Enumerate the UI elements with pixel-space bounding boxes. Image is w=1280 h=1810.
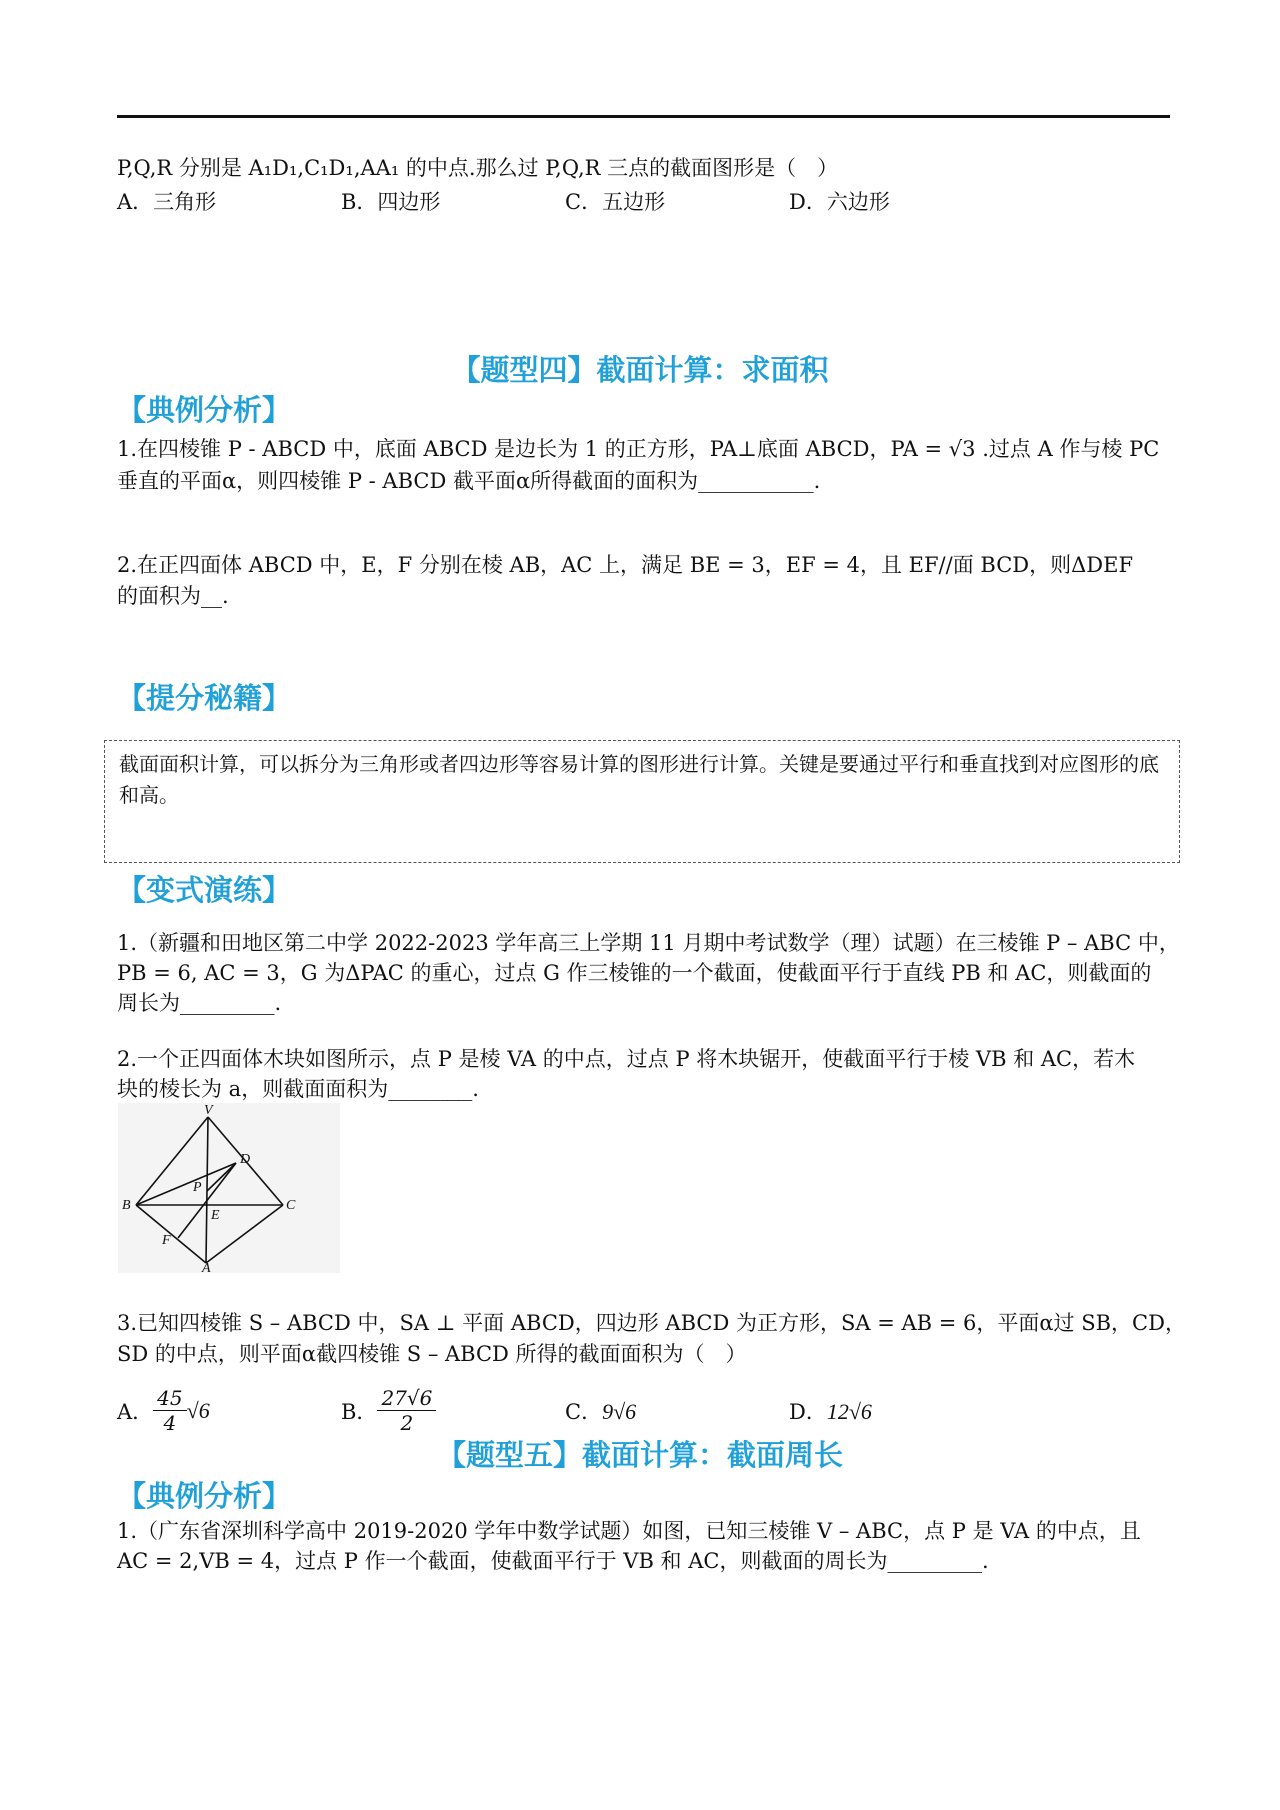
section-5-example-heading: 【典例分析】 bbox=[117, 1479, 292, 1513]
p3-option-a bbox=[117, 1386, 210, 1435]
label-f: F bbox=[162, 1233, 171, 1248]
s5-example-1-line-1: 1.（广东省深圳科学高中 2019-2020 学年中数学试题）如图，已知三棱锥 V – ABC，点 P 是 VA 的中点，且 bbox=[117, 1519, 1141, 1543]
label-p: P bbox=[193, 1180, 202, 1195]
figure-background bbox=[118, 1103, 340, 1273]
p3-option-d-value: 12√6 bbox=[826, 1399, 872, 1424]
tips-text: 截面面积计算，可以拆分为三角形或者四边形等容易计算的图形进行计算。关键是要通过平行和垂直找到对应图形的底和高。 bbox=[119, 752, 1159, 807]
p3-option-c-value: 9√6 bbox=[602, 1399, 637, 1424]
p3-option-b-label: B． bbox=[341, 1399, 378, 1424]
label-e: E bbox=[211, 1208, 220, 1223]
label-a: A bbox=[202, 1261, 211, 1273]
option-a: A．三角形 bbox=[117, 190, 217, 214]
p3-option-c-label: C． bbox=[565, 1400, 603, 1424]
label-c: C bbox=[286, 1198, 296, 1213]
label-v: V bbox=[204, 1103, 213, 1118]
practice-3-line-2: SD 的中点，则平面α截四棱锥 S – ABCD 所得的截面面积为（ ） bbox=[117, 1342, 747, 1366]
p3-option-a-fraction bbox=[153, 1386, 186, 1435]
p3-option-d bbox=[789, 1396, 872, 1426]
option-d: D．六边形 bbox=[789, 190, 890, 214]
tetrahedron-figure bbox=[118, 1103, 340, 1273]
tips-heading: 【提分秘籍】 bbox=[117, 681, 292, 715]
practice-1-line-3: 周长为_________. bbox=[117, 991, 282, 1015]
section-4-title: 【题型四】截面计算：求面积 bbox=[451, 353, 829, 387]
p3-a-denominator: 4 bbox=[163, 1411, 177, 1435]
prev-question-text: P,Q,R 分别是 A₁D₁,C₁D₁,AA₁ 的中点.那么过 P,Q,R 三点的截面图形是（ ） bbox=[117, 156, 839, 180]
header-rule bbox=[117, 115, 1170, 118]
p3-option-c bbox=[565, 1396, 636, 1426]
section-4-example-heading: 【典例分析】 bbox=[117, 393, 292, 427]
p3-a-numerator: 45 bbox=[153, 1386, 186, 1411]
practice-1-line-2: PB = 6, AC = 3，G 为ΔPAC 的重心，过点 G 作三棱锥的一个截面，使截面平行于直线 PB 和 AC，则截面的 bbox=[117, 961, 1152, 985]
option-c: C．五边形 bbox=[565, 190, 666, 214]
label-b: B bbox=[122, 1198, 131, 1213]
practice-2-line-2: 块的棱长为 a，则截面面积为________. bbox=[117, 1077, 479, 1101]
s5-example-1-line-2: AC = 2,VB = 4，过点 P 作一个截面，使截面平行于 VB 和 AC，则截面的周长为_________. bbox=[117, 1549, 989, 1573]
p3-option-b-fraction bbox=[377, 1386, 436, 1435]
s4-example-1-line-2: 垂直的平面α，则四棱锥 P - ABCD 截平面α所得截面的面积为___________. bbox=[117, 469, 821, 493]
tips-box bbox=[104, 740, 1180, 863]
p3-a-radical: √6 bbox=[186, 1397, 210, 1423]
p3-b-denominator: 2 bbox=[400, 1411, 414, 1435]
prev-question-options bbox=[117, 186, 1013, 216]
section-5-title: 【题型五】截面计算：截面周长 bbox=[436, 1438, 843, 1472]
practice-3-line-1: 3.已知四棱锥 S – ABCD 中，SA ⊥ 平面 ABCD，四边形 ABCD 为正方形，SA = AB = 6，平面α过 SB，CD， bbox=[117, 1311, 1186, 1335]
p3-option-a-label: A． bbox=[117, 1399, 154, 1424]
s4-example-2-line-1: 2.在正四面体 ABCD 中，E，F 分别在棱 AB，AC 上，满足 BE = 3，EF = 4，且 EF//面 BCD，则ΔDEF bbox=[117, 553, 1134, 577]
p3-b-numerator: 27√6 bbox=[377, 1386, 436, 1411]
p3-option-d-label: D． bbox=[789, 1400, 827, 1424]
practice-heading: 【变式演练】 bbox=[117, 873, 292, 907]
practice-1-line-1: 1.（新疆和田地区第二中学 2022-2023 学年高三上学期 11 月期中考试数学（理）试题）在三棱锥 P – ABC 中， bbox=[117, 931, 1180, 955]
s4-example-1-line-1: 1.在四棱锥 P - ABCD 中，底面 ABCD 是边长为 1 的正方形，PA⊥底面 ABCD，PA = √3 .过点 A 作与棱 PC bbox=[117, 437, 1160, 461]
practice-2-line-1: 2.一个正四面体木块如图所示，点 P 是棱 VA 的中点，过点 P 将木块锯开，使截面平行于棱 VB 和 AC，若木 bbox=[117, 1047, 1136, 1071]
p3-option-b bbox=[341, 1386, 436, 1435]
practice-3-options bbox=[117, 1376, 1170, 1435]
label-d: D bbox=[240, 1152, 251, 1167]
s4-example-2-line-2: 的面积为__. bbox=[117, 584, 229, 608]
option-b: B．四边形 bbox=[341, 190, 441, 214]
